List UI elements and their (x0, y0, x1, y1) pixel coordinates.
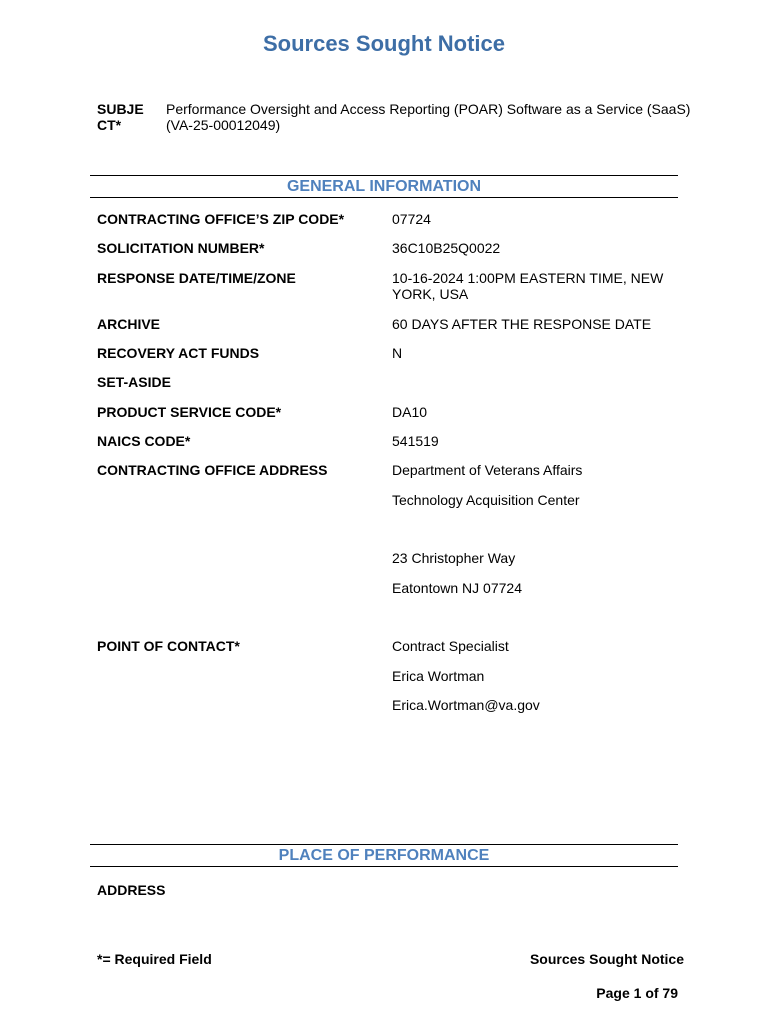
point-of-contact-label: POINT OF CONTACT* (97, 638, 240, 654)
office-address-line-2: Technology Acquisition Center (392, 492, 580, 508)
response-date-value (392, 270, 682, 302)
contact-name: Erica Wortman (392, 668, 485, 684)
subject-label: SUBJECT* (97, 101, 144, 133)
naics-code-label: NAICS CODE* (97, 433, 191, 449)
office-address-line-3: 23 Christopher Way (392, 550, 516, 566)
archive-label: ARCHIVE (97, 316, 161, 332)
contact-email: Erica.Wortman@va.gov (392, 697, 540, 713)
office-address-line-1: Department of Veterans Affairs (392, 462, 583, 478)
response-date-label: RESPONSE DATE/TIME/ZONE (97, 270, 296, 286)
zip-code-value: 07724 (392, 211, 431, 227)
product-service-code-value: DA10 (392, 404, 428, 420)
set-aside-label: SET-ASIDE (97, 374, 171, 390)
footer-document-name: Sources Sought Notice (529, 951, 684, 967)
page-title: Sources Sought Notice (262, 31, 506, 56)
product-service-code-label: PRODUCT SERVICE CODE* (97, 404, 282, 420)
general-information-heading: GENERAL INFORMATION (90, 175, 678, 198)
subject-line-1: Performance Oversight and Access Reporting (POAR) Software as a Service (SaaS) (166, 101, 691, 117)
naics-code-value: 541519 (392, 433, 439, 449)
zip-code-label: CONTRACTING OFFICE’S ZIP CODE* (97, 211, 345, 227)
contact-title: Contract Specialist (392, 638, 509, 654)
office-address-line-4: Eatontown NJ 07724 (392, 580, 522, 596)
response-date-line-2: YORK, USA (392, 286, 469, 302)
solicitation-number-value: 36C10B25Q0022 (392, 240, 501, 256)
solicitation-number-label: SOLICITATION NUMBER* (97, 240, 265, 256)
office-address-label: CONTRACTING OFFICE ADDRESS (97, 462, 328, 478)
subject-line-2: (VA-25-00012049) (166, 117, 281, 133)
page-number: Page 1 of 79 (596, 985, 678, 1001)
recovery-act-label: RECOVERY ACT FUNDS (97, 345, 260, 361)
recovery-act-value: N (392, 345, 403, 361)
archive-value: 60 DAYS AFTER THE RESPONSE DATE (392, 316, 652, 332)
performance-address-label: ADDRESS (97, 882, 166, 898)
place-of-performance-heading: PLACE OF PERFORMANCE (90, 844, 678, 867)
response-date-line-1: 10-16-2024 1:00PM EASTERN TIME, NEW (392, 270, 664, 286)
subject-text (166, 101, 691, 133)
required-field-note: *= Required Field (97, 951, 212, 967)
